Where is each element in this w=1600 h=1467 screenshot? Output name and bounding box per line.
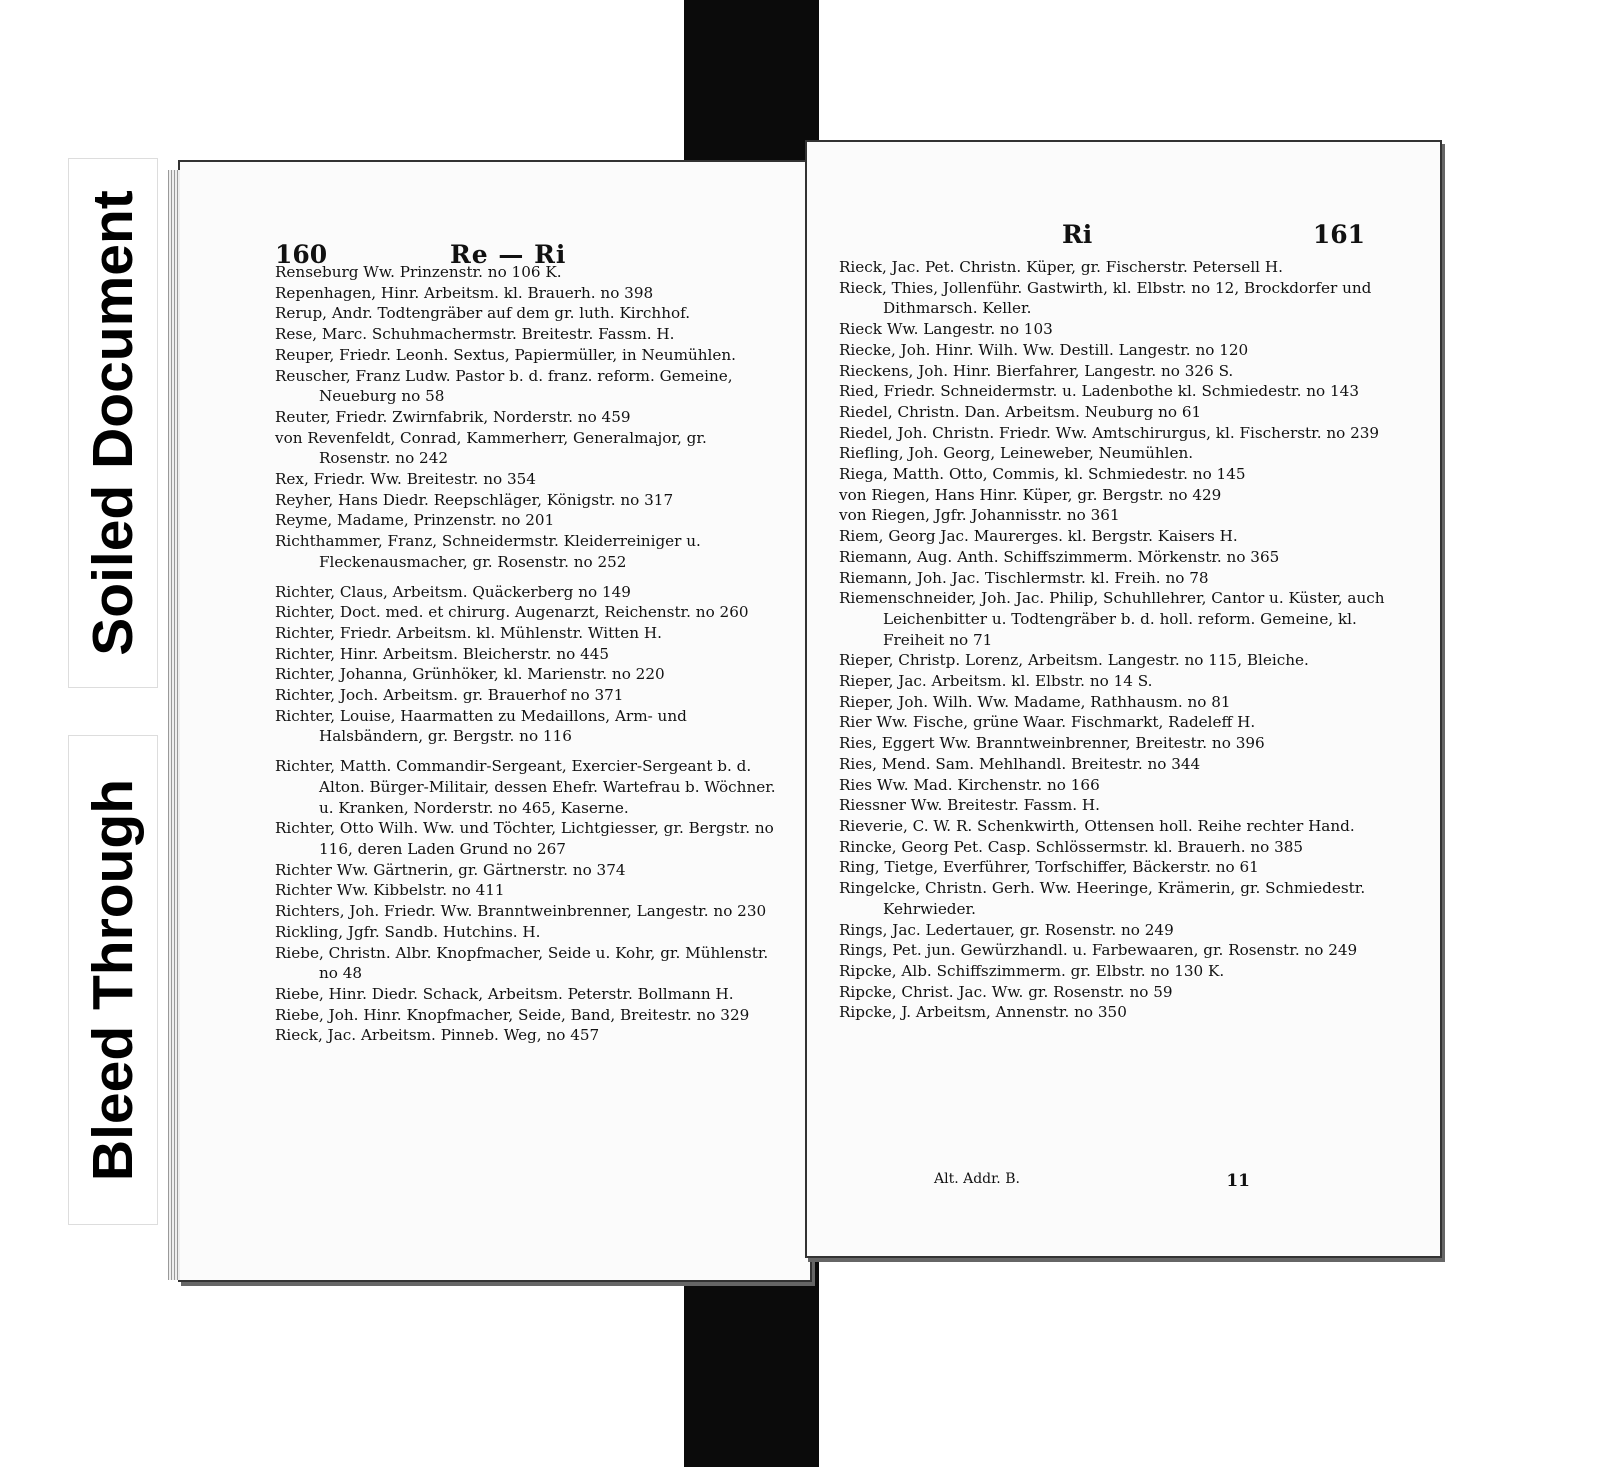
directory-entries xyxy=(275,262,780,1046)
right-page xyxy=(805,140,1442,1258)
directory-entry: Rerup, Andr. Todtengräber auf dem gr. luth. Kirchhof. xyxy=(275,304,691,323)
directory-entry: Riemenschneider, Joh. Jac. Philip, Schuhllehrer, Cantor u. Küster, auch Leichenbitter u. Todtengräber b. d. holl. reform. Gemeine, kl. Freiheit no 71 xyxy=(839,589,1385,649)
directory-entry: Ried, Friedr. Schneidermstr. u. Ladenbothe kl. Schmiedestr. no 143 xyxy=(839,382,1359,401)
directory-entry: von Riegen, Jgfr. Johannisstr. no 361 xyxy=(839,506,1120,525)
directory-entry: Riemann, Joh. Jac. Tischlermstr. kl. Freih. no 78 xyxy=(839,568,1209,587)
directory-entry: Reuper, Friedr. Leonh. Sextus, Papiermüller, in Neumühlen. xyxy=(275,345,736,364)
directory-entry: Repenhagen, Hinr. Arbeitsm. kl. Brauerh. no 398 xyxy=(275,283,654,302)
directory-entry: Rex, Friedr. Ww. Breitestr. no 354 xyxy=(275,470,536,489)
page-number: 161 xyxy=(1312,220,1365,249)
sheet-number: 11 xyxy=(1226,1171,1250,1191)
directory-entry: Rieckens, Joh. Hinr. Bierfahrer, Langestr. no 326 S. xyxy=(839,361,1234,380)
directory-entry: Riebe, Hinr. Diedr. Schack, Arbeitsm. Peterstr. Bollmann H. xyxy=(275,984,734,1003)
directory-entry: Rieper, Jac. Arbeitsm. kl. Elbstr. no 14 S. xyxy=(839,672,1153,691)
directory-entry: Riebe, Christn. Albr. Knopfmacher, Seide u. Kohr, gr. Mühlenstr. no 48 xyxy=(275,943,769,983)
directory-entry: Ripcke, Alb. Schiffszimmerm. gr. Elbstr. no 130 K. xyxy=(839,961,1225,980)
directory-entry: Rier Ww. Fische, grüne Waar. Fischmarkt, Radeleff H. xyxy=(839,713,1256,732)
directory-entry: Reuter, Friedr. Zwirnfabrik, Norderstr. no 459 xyxy=(275,407,631,426)
directory-entry: Rincke, Georg Pet. Casp. Schlössermstr. kl. Brauerh. no 385 xyxy=(839,837,1304,856)
directory-entry: Riemann, Aug. Anth. Schiffszimmerm. Mörkenstr. no 365 xyxy=(839,547,1280,566)
directory-entry: von Riegen, Hans Hinr. Küper, gr. Bergstr. no 429 xyxy=(839,485,1222,504)
directory-entry: Richter Ww. Gärtnerin, gr. Gärtnerstr. no 374 xyxy=(275,860,626,879)
directory-entry: Riem, Georg Jac. Maurerges. kl. Bergstr. Kaisers H. xyxy=(839,527,1238,546)
directory-entry: Richter, Otto Wilh. Ww. und Töchter, Lichtgiesser, gr. Bergstr. no 116, deren Laden Grund no 267 xyxy=(275,819,774,858)
directory-entry: Ries, Mend. Sam. Mehlhandl. Breitestr. no 344 xyxy=(839,754,1201,773)
left-page xyxy=(178,160,812,1282)
directory-entry: Richter, Friedr. Arbeitsm. kl. Mühlenstr. Witten H. xyxy=(275,623,662,642)
signature-mark: Alt. Addr. B. xyxy=(934,1171,1020,1187)
directory-entry: Riessner Ww. Breitestr. Fassm. H. xyxy=(839,796,1100,815)
directory-entry: Richter, Joch. Arbeitsm. gr. Brauerhof no 371 xyxy=(275,686,624,705)
page-edge xyxy=(168,170,180,1280)
directory-entry: Ries, Eggert Ww. Branntweinbrenner, Breitestr. no 396 xyxy=(839,734,1265,753)
directory-entry: Riedel, Joh. Christn. Friedr. Ww. Amtschirurgus, kl. Fischerstr. no 239 xyxy=(839,423,1380,442)
directory-entry: Richter, Hinr. Arbeitsm. Bleicherstr. no 445 xyxy=(275,644,610,663)
directory-entry: Riebe, Joh. Hinr. Knopfmacher, Seide, Band, Breitestr. no 329 xyxy=(275,1005,750,1024)
directory-entry: Richter, Johanna, Grünhöker, kl. Marienstr. no 220 xyxy=(275,665,665,684)
directory-entry: Richters, Joh. Friedr. Ww. Branntweinbrenner, Langestr. no 230 xyxy=(275,902,767,921)
directory-entry: Riedel, Christn. Dan. Arbeitsm. Neuburg no 61 xyxy=(839,402,1202,421)
bleed-through-label xyxy=(68,735,158,1225)
running-head: Ri xyxy=(1062,220,1093,249)
directory-entries xyxy=(839,257,1390,1023)
right-page-header xyxy=(807,220,1440,260)
directory-entry: Reuscher, Franz Ludw. Pastor b. d. franz. reform. Gemeine, Neueburg no 58 xyxy=(275,366,733,406)
directory-entry: Riefling, Joh. Georg, Leineweber, Neumühlen. xyxy=(839,444,1194,463)
directory-entry: Reyher, Hans Diedr. Reepschläger, Königstr. no 317 xyxy=(275,490,674,509)
directory-entry: von Revenfeldt, Conrad, Kammerherr, Generalmajor, gr. Rosenstr. no 242 xyxy=(275,428,707,468)
directory-entry: Riecke, Joh. Hinr. Wilh. Ww. Destill. Langestr. no 120 xyxy=(839,340,1249,359)
directory-entry: Ries Ww. Mad. Kirchenstr. no 166 xyxy=(839,775,1100,794)
directory-entry: Richter, Claus, Arbeitsm. Quäckerberg no 149 xyxy=(275,582,631,601)
directory-entry: Rieck, Thies, Jollenführ. Gastwirth, kl. Elbstr. no 12, Brockdorfer und Dithmarsch. Keller. xyxy=(839,278,1372,318)
directory-entry: Rings, Pet. jun. Gewürzhandl. u. Farbewaaren, gr. Rosenstr. no 249 xyxy=(839,941,1358,960)
directory-entry: Rickling, Jgfr. Sandb. Hutchins. H. xyxy=(275,922,541,941)
directory-entry: Richthammer, Franz, Schneidermstr. Kleiderreiniger u. Fleckenausmacher, gr. Rosenstr. no 252 xyxy=(275,532,701,571)
page-number: 160 xyxy=(275,240,328,269)
directory-entry: Riega, Matth. Otto, Commis, kl. Schmiedestr. no 145 xyxy=(839,465,1246,484)
directory-entry: Richter, Doct. med. et chirurg. Augenarzt, Reichenstr. no 260 xyxy=(275,603,749,622)
directory-entry: Rese, Marc. Schuhmachermstr. Breitestr. Fassm. H. xyxy=(275,325,675,344)
directory-entry: Reyme, Madame, Prinzenstr. no 201 xyxy=(275,511,555,530)
soiled-document-label xyxy=(68,158,158,688)
bleed-through-text: Bleed Through xyxy=(81,778,145,1182)
directory-entry: Rieck Ww. Langestr. no 103 xyxy=(839,320,1053,339)
directory-entry: Ringelcke, Christn. Gerh. Ww. Heeringe, Krämerin, gr. Schmiedestr. Kehrwieder. xyxy=(839,879,1366,918)
directory-entry: Rieck, Jac. Pet. Christn. Küper, gr. Fischerstr. Petersell H. xyxy=(839,258,1283,276)
soiled-document-text: Soiled Document xyxy=(81,190,146,656)
directory-entry: Rieck, Jac. Arbeitsm. Pinneb. Weg, no 457 xyxy=(275,1026,600,1045)
directory-entry: Renseburg Ww. Prinzenstr. no 106 K. xyxy=(275,263,562,281)
directory-entry: Rieper, Joh. Wilh. Ww. Madame, Rathhausm. no 81 xyxy=(839,692,1231,711)
directory-entry: Richter, Louise, Haarmatten zu Medaillons, Arm- und Halsbändern, gr. Bergstr. no 116 xyxy=(275,706,687,746)
directory-entry: Rieper, Christp. Lorenz, Arbeitsm. Langestr. no 115, Bleiche. xyxy=(839,651,1309,670)
directory-entry: Ripcke, J. Arbeitsm, Annenstr. no 350 xyxy=(839,1003,1127,1022)
directory-entry: Richter, Matth. Commandir-Sergeant, Exercier-Sergeant b. d. Alton. Bürger-Militair, dessen Ehefr. Wartefrau b. Wöchner. u. Kranken, Norderstr. no 465, Kaserne. xyxy=(275,757,776,817)
directory-entry: Ring, Tietge, Everführer, Torfschiffer, Bäckerstr. no 61 xyxy=(839,858,1259,877)
directory-entry: Rieverie, C. W. R. Schenkwirth, Ottensen holl. Reihe rechter Hand. xyxy=(839,816,1355,835)
directory-entry: Rings, Jac. Ledertauer, gr. Rosenstr. no 249 xyxy=(839,920,1174,939)
directory-entry: Ripcke, Christ. Jac. Ww. gr. Rosenstr. no 59 xyxy=(839,982,1173,1001)
running-head: Re — Ri xyxy=(450,240,567,269)
directory-entry: Richter Ww. Kibbelstr. no 411 xyxy=(275,881,505,900)
